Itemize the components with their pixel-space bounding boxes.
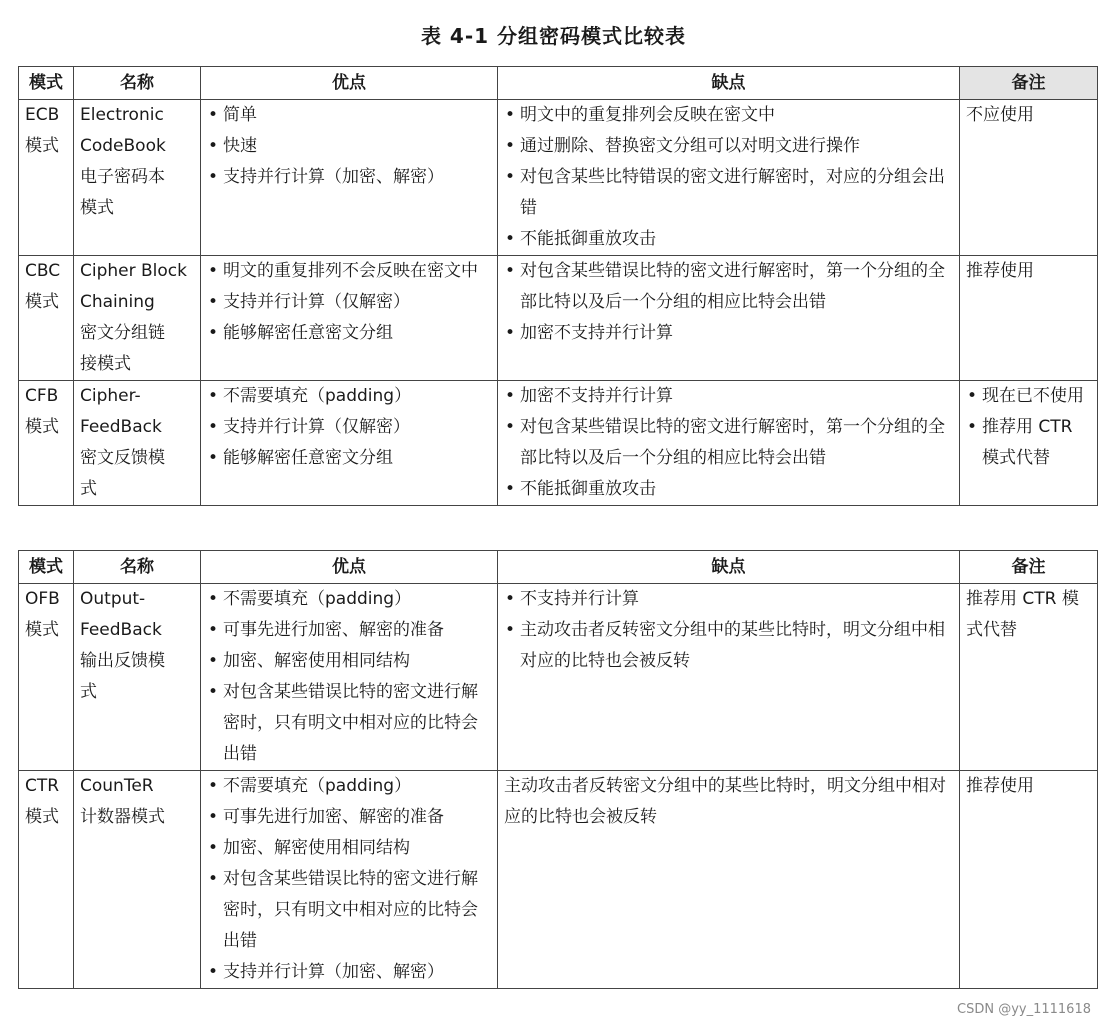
name-text: 密文反馈模 bbox=[80, 448, 165, 468]
name-cell bbox=[74, 381, 201, 506]
cons-item: • 主动攻击者反转密文分组中的某些比特时，明文分组中相对应的比特也会被反转 bbox=[504, 615, 955, 677]
name-text: FeedBack bbox=[80, 417, 162, 437]
pros-list bbox=[207, 584, 493, 770]
table-header-row bbox=[19, 551, 1098, 584]
name-text: CounTeR bbox=[80, 776, 154, 796]
name-text: 模式 bbox=[80, 198, 114, 218]
mode-text: CFB bbox=[25, 386, 59, 406]
name-cell bbox=[74, 256, 201, 381]
pros-item: • 对包含某些错误比特的密文进行解密时，只有明文中相对应的比特会出错 bbox=[207, 864, 493, 957]
cons-cell bbox=[498, 100, 960, 256]
cons-item: • 不能抵御重放攻击 bbox=[504, 474, 955, 505]
pros-item: • 可事先进行加密、解密的准备 bbox=[207, 615, 493, 646]
notes-text: 推荐用 CTR 模式代替 bbox=[966, 589, 1079, 640]
table-row bbox=[19, 381, 1098, 506]
header-notes: 备注 bbox=[960, 67, 1098, 100]
pros-list bbox=[207, 256, 493, 349]
cons-item: • 不能抵御重放攻击 bbox=[504, 224, 955, 255]
mode-cell bbox=[19, 381, 74, 506]
table-body-2 bbox=[19, 584, 1098, 989]
name-text: Chaining bbox=[80, 292, 155, 312]
header-cons: 缺点 bbox=[498, 551, 960, 584]
table-row bbox=[19, 771, 1098, 989]
cons-text: 主动攻击者反转密文分组中的某些比特时，明文分组中相对应的比特也会被反转 bbox=[504, 776, 946, 827]
cons-list bbox=[504, 381, 955, 505]
cons-cell bbox=[498, 771, 960, 989]
watermark: CSDN @yy_1111618 bbox=[957, 1002, 1091, 1017]
name-text: 密文分组链 bbox=[80, 323, 165, 343]
mode-text: OFB bbox=[25, 589, 60, 609]
notes-cell bbox=[960, 381, 1098, 506]
mode-text: 模式 bbox=[25, 417, 59, 437]
mode-text: 模式 bbox=[25, 807, 59, 827]
header-mode: 模式 bbox=[19, 67, 74, 100]
cons-item: • 对包含某些错误比特的密文进行解密时，第一个分组的全部比特以及后一个分组的相应比特会出错 bbox=[504, 412, 955, 474]
name-text: Cipher Block bbox=[80, 261, 187, 281]
table-title: 表 4-1 分组密码模式比较表 bbox=[420, 24, 687, 48]
pros-item: • 明文的重复排列不会反映在密文中 bbox=[207, 256, 493, 287]
cons-list bbox=[504, 100, 955, 255]
pros-cell bbox=[201, 381, 498, 506]
name-text: 输出反馈模 bbox=[80, 651, 165, 671]
cons-list bbox=[504, 256, 955, 349]
header-notes: 备注 bbox=[960, 551, 1098, 584]
table-row bbox=[19, 584, 1098, 771]
pros-item: • 能够解密任意密文分组 bbox=[207, 443, 493, 474]
pros-item: • 加密、解密使用相同结构 bbox=[207, 646, 493, 677]
notes-item: • 推荐用 CTR 模式代替 bbox=[966, 412, 1093, 474]
pros-item: • 不需要填充（padding） bbox=[207, 771, 493, 802]
mode-cell bbox=[19, 100, 74, 256]
cons-item: • 明文中的重复排列会反映在密文中 bbox=[504, 100, 955, 131]
cons-cell bbox=[498, 381, 960, 506]
pros-item: • 对包含某些错误比特的密文进行解密时，只有明文中相对应的比特会出错 bbox=[207, 677, 493, 770]
mode-cell bbox=[19, 584, 74, 771]
header-cons: 缺点 bbox=[498, 67, 960, 100]
notes-cell bbox=[960, 100, 1098, 256]
pros-cell bbox=[201, 771, 498, 989]
mode-comparison-table-2 bbox=[18, 550, 1098, 989]
name-cell bbox=[74, 100, 201, 256]
notes-item: • 现在已不使用 bbox=[966, 381, 1093, 412]
table-body-1 bbox=[19, 100, 1098, 506]
mode-text: 模式 bbox=[25, 292, 59, 312]
name-text: 接模式 bbox=[80, 354, 131, 374]
cons-item: • 通过删除、替换密文分组可以对明文进行操作 bbox=[504, 131, 955, 162]
mode-text: ECB bbox=[25, 105, 60, 125]
pros-item: • 不需要填充（padding） bbox=[207, 381, 493, 412]
mode-comparison-table-1 bbox=[18, 66, 1098, 506]
pros-item: • 加密、解密使用相同结构 bbox=[207, 833, 493, 864]
name-text: 计数器模式 bbox=[80, 807, 165, 827]
pros-item: • 简单 bbox=[207, 100, 493, 131]
pros-item: • 支持并行计算（加密、解密） bbox=[207, 162, 493, 193]
cons-item: • 加密不支持并行计算 bbox=[504, 318, 955, 349]
mode-text: CTR bbox=[25, 776, 60, 796]
notes-cell bbox=[960, 771, 1098, 989]
mode-text: CBC bbox=[25, 261, 61, 281]
table-row bbox=[19, 256, 1098, 381]
cons-item: • 加密不支持并行计算 bbox=[504, 381, 955, 412]
pros-item: • 支持并行计算（加密、解密） bbox=[207, 957, 493, 988]
cons-cell bbox=[498, 256, 960, 381]
table-header-row bbox=[19, 67, 1098, 100]
pros-cell bbox=[201, 584, 498, 771]
pros-item: • 可事先进行加密、解密的准备 bbox=[207, 802, 493, 833]
notes-cell bbox=[960, 256, 1098, 381]
pros-cell bbox=[201, 256, 498, 381]
cons-item: • 对包含某些比特错误的密文进行解密时，对应的分组会出错 bbox=[504, 162, 955, 224]
pros-item: • 支持并行计算（仅解密） bbox=[207, 412, 493, 443]
pros-list bbox=[207, 100, 493, 193]
notes-text: 不应使用 bbox=[966, 105, 1034, 125]
notes-text: 推荐使用 bbox=[966, 261, 1034, 281]
name-text: Output- bbox=[80, 589, 146, 609]
pros-item: • 支持并行计算（仅解密） bbox=[207, 287, 493, 318]
header-pros: 优点 bbox=[201, 551, 498, 584]
name-text: 式 bbox=[80, 682, 97, 702]
pros-item: • 不需要填充（padding） bbox=[207, 584, 493, 615]
notes-text: 推荐使用 bbox=[966, 776, 1034, 796]
name-text: FeedBack bbox=[80, 620, 162, 640]
header-name: 名称 bbox=[74, 551, 201, 584]
table-row bbox=[19, 100, 1098, 256]
cons-cell bbox=[498, 584, 960, 771]
pros-item: • 快速 bbox=[207, 131, 493, 162]
name-cell bbox=[74, 584, 201, 771]
notes-list bbox=[966, 381, 1093, 474]
cons-list bbox=[504, 584, 955, 677]
header-mode: 模式 bbox=[19, 551, 74, 584]
cons-item: • 不支持并行计算 bbox=[504, 584, 955, 615]
name-text: 电子密码本 bbox=[80, 167, 165, 187]
pros-list bbox=[207, 381, 493, 474]
name-text: CodeBook bbox=[80, 136, 166, 156]
mode-text: 模式 bbox=[25, 620, 59, 640]
name-text: Electronic bbox=[80, 105, 164, 125]
mode-cell bbox=[19, 771, 74, 989]
mode-text: 模式 bbox=[25, 136, 59, 156]
pros-cell bbox=[201, 100, 498, 256]
name-text: Cipher- bbox=[80, 386, 141, 406]
header-pros: 优点 bbox=[201, 67, 498, 100]
name-cell bbox=[74, 771, 201, 989]
cons-item: • 对包含某些错误比特的密文进行解密时，第一个分组的全部比特以及后一个分组的相应比特会出错 bbox=[504, 256, 955, 318]
mode-cell bbox=[19, 256, 74, 381]
header-name: 名称 bbox=[74, 67, 201, 100]
name-text: 式 bbox=[80, 479, 97, 499]
notes-cell bbox=[960, 584, 1098, 771]
pros-list bbox=[207, 771, 493, 988]
pros-item: • 能够解密任意密文分组 bbox=[207, 318, 493, 349]
